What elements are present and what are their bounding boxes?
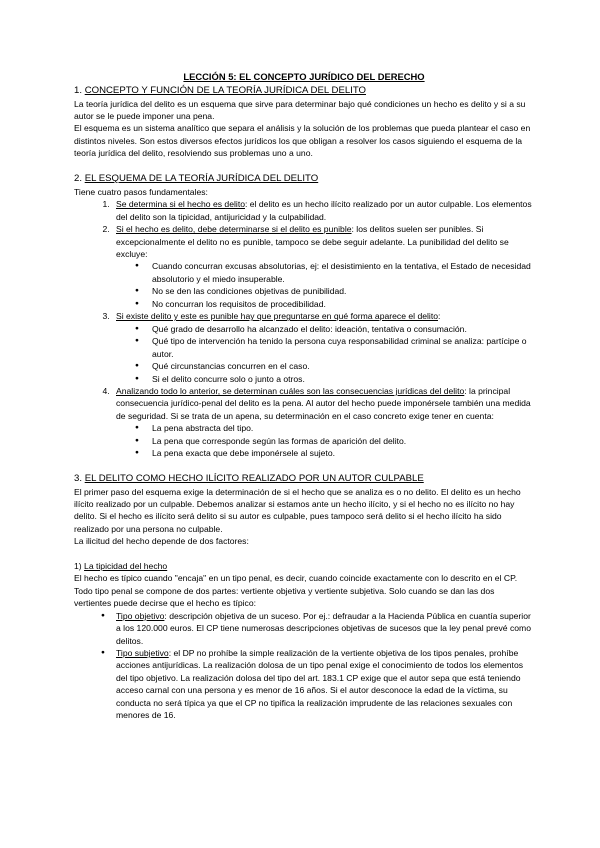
step-text: : el delito es un hecho ilícito realizado por un autor culpable. Los elementos del delito son la tipicidad, antijuricidad y la culpabilidad.: [116, 199, 532, 222]
list-item: ● Qué tipo de intervención ha tenido la persona cuya responsabilidad criminal se analiza: partícipe o autor.: [152, 335, 534, 360]
list-item: ● Qué circunstancias concurren en el caso.: [152, 360, 534, 372]
section-2-number: 2.: [74, 172, 83, 184]
page-title: LECCIÓN 5: EL CONCEPTO JURÍDICO DEL DERECHO: [183, 71, 425, 82]
bullet-text: : el DP no prohíbe la simple realización de la vertiente objetiva de los tipos penales, prohíbe acciones antijurídicas. La realización dolosa de un tipo penal exige el conocimiento de todos los elementos del tipo objetivo. La realización dolosa del tipo del art. 183.1 CP exige que el autor sepa que está teniendo acceso carnal con una persona y es menor de 16 años. Si el autor desconoce la edad de la víctima, su conducta no será típica ya que el CP no tipifica la realización imprudente de las relaciones sexuales con menores de 16.: [116, 648, 524, 721]
step-2-bullets: [116, 260, 534, 310]
section-1-heading: [74, 84, 534, 98]
step-text: : los delitos suelen ser punibles. Si excepcionalmente el delito no es punible, tampoco se debe seguir adelante. La punibilidad del delito se excluye:: [116, 224, 509, 259]
list-item: ● No concurran los requisitos de procedibilidad.: [152, 298, 534, 310]
subsection-1-number: 1): [74, 560, 82, 571]
step-text: : la principal consecuencia jurídico-penal del delito es la pena. Al autor del hecho puede imponérsele también una medida de seguridad. Si se trata de un apena, su determinación en el caso concreto exige tener en cuenta:: [116, 385, 531, 421]
subsection-1-heading: [74, 560, 534, 572]
section-3-paragraph-2: La ilicitud del hecho depende de dos factores:: [74, 536, 249, 547]
list-item: ● Qué grado de desarrollo ha alcanzado el delito: ideación, tentativa o consumación.: [152, 323, 534, 335]
list-item: [116, 610, 534, 647]
section-1-paragraph-1: La teoría jurídica del delito es un esquema que sirve para determinar bajo qué condiciones un hecho es delito y si a su autor se le puede imponer una pena.: [74, 98, 526, 121]
section-2-heading: [74, 172, 534, 186]
list-item: ● Si el delito concurre solo o junto a otros.: [152, 373, 534, 385]
section-2-title: EL ESQUEMA DE LA TEORÍA JURÍDICA DEL DELITO: [84, 172, 319, 184]
section-3-number: 3.: [74, 472, 83, 484]
step-text: :: [438, 311, 441, 322]
step-3-bullets: [116, 323, 534, 385]
subsection-1-title: La tipicidad del hecho: [84, 560, 168, 571]
step-lead: Si el hecho es delito, debe determinarse si el delito es punible: [116, 224, 352, 235]
step-3: [112, 310, 534, 385]
steps-list: [74, 198, 534, 460]
bullet-lead: Tipo objetivo: [116, 610, 165, 621]
list-item: [116, 647, 534, 722]
list-item: ● No se den las condiciones objetivas de punibilidad.: [152, 285, 534, 297]
section-1-title: CONCEPTO Y FUNCIÓN DE LA TEORÍA JURÍDICA DEL DELITO: [84, 84, 366, 96]
list-item: ● Cuando concurran excusas absolutorias, ej: el desistimiento en la tentativa, el Estado de necesidad absolutorio y el miedo insuperable.: [152, 260, 534, 285]
list-item: ● La pena que corresponde según las formas de aparición del delito.: [152, 435, 534, 447]
list-item: ● La pena abstracta del tipo.: [152, 422, 534, 434]
section-3-title: EL DELITO COMO HECHO ILÍCITO REALIZADO POR UN AUTOR CULPABLE: [84, 472, 424, 484]
section-3-paragraph-1: El primer paso del esquema exige la determinación de si el hecho que se analiza es o no delito. El delito es un hecho ilícito realizado por un culpable. Debemos analizar si estamos ante un hecho ilícito, y si el hecho no es ilícito no hay delito. Si el hecho es ilícito será delito si su autor es culpable, pues tampoco será delito si el hecho ilícito ha sido realizado por una persona no culpable.: [74, 486, 521, 534]
step-1: [112, 198, 534, 223]
step-4-bullets: [116, 422, 534, 459]
section-1-number: 1.: [74, 84, 83, 96]
step-lead: Se determina si el hecho es delito: [116, 199, 245, 210]
subsection-1-paragraph: El hecho es típico cuando "encaja" en un tipo penal, es decir, cuando coincide exactamente con lo descrito en el CP. Todo tipo penal se compone de dos partes: vertiente objetiva y vertiente subjetiva. Solo cuando se dan las dos vertientes puede decirse que el hecho es típico:: [74, 573, 518, 609]
bullet-text: : descripción objetiva de un suceso. Por ej.: defraudar a la Hacienda Pública en cuantía superior a los 120.000 euros. El CP tiene numerosas descripciones objetivas de sucesos que la ley penal prevé como delitos.: [116, 610, 531, 646]
section-1-paragraph-2: El esquema es un sistema analítico que separa el análisis y la solución de los problemas que pueda plantear el caso en distintos niveles. Son estos diversos efectos jurídicos los que obligan a resolver los casos siguiendo el esquema de la teoría jurídica del delito, resolviendo sus problemas uno a uno.: [74, 123, 531, 159]
step-lead: Analizando todo lo anterior, se determinan cuáles son las consecuencias jurídicas del delito: [116, 385, 465, 396]
bullet-lead: Tipo subjetivo: [116, 648, 169, 659]
section-3-heading: [74, 472, 534, 486]
step-4: [112, 385, 534, 460]
step-lead: Si existe delito y este es punible hay que preguntarse en qué forma aparece el delito: [116, 311, 438, 322]
list-item: ● La pena exacta que debe imponérsele al sujeto.: [152, 447, 534, 459]
tipicidad-bullets: [74, 610, 534, 722]
document-page: [74, 70, 534, 722]
step-2: [112, 223, 534, 310]
section-2-intro: Tiene cuatro pasos fundamentales:: [74, 186, 208, 197]
